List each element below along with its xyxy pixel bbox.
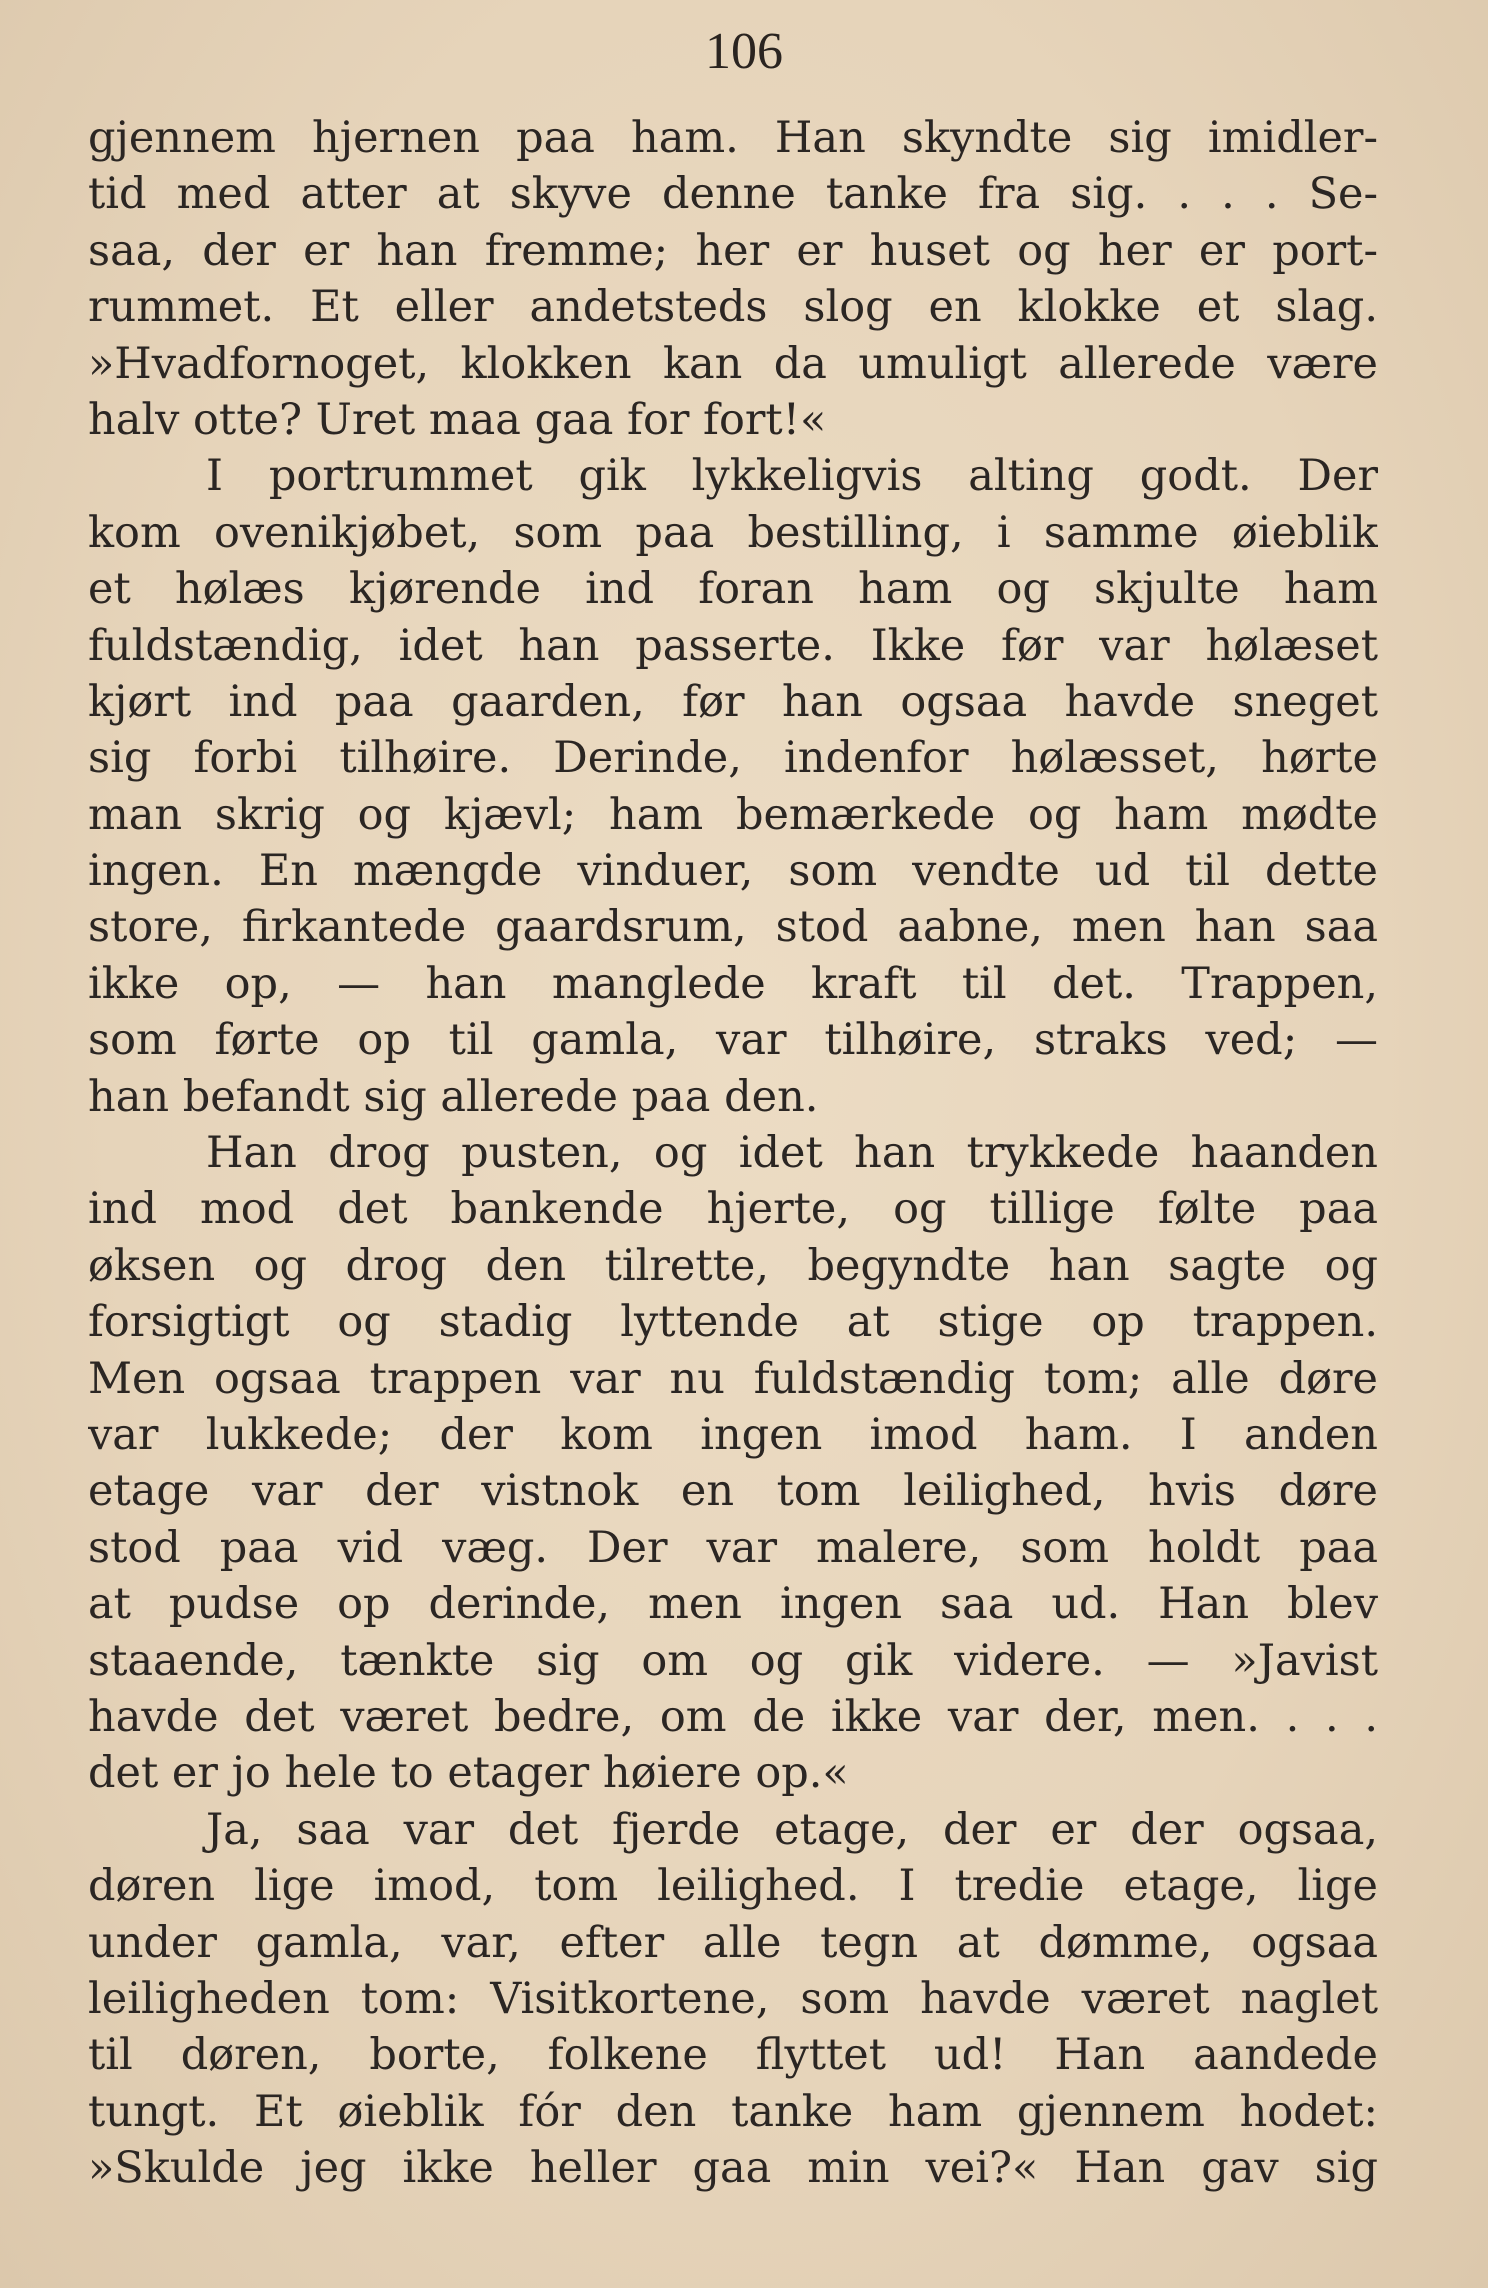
page-number: 106 [705,23,783,80]
text-line: stod paa vid væg. Der var malere, som holdt paa [88,1522,1378,1573]
text-line: sig forbi tilhøire. Derinde, indenfor hølæsset, hørte [88,733,1378,784]
body-text [88,110,1378,2196]
text-line: Ja, saa var det fjerde etage, der er der ogsaa, [206,1804,1378,1855]
text-line: Men ogsaa trappen var nu fuldstændig tom; alle døre [88,1353,1378,1404]
text-line: havde det været bedre, om de ikke var der, men. . . . [88,1691,1378,1742]
text-line: under gamla, var, efter alle tegn at dømme, ogsaa [88,1917,1378,1968]
text-line: staaende, tænkte sig om og gik videre. — »Javist [88,1635,1378,1686]
text-line: etage var der vistnok en tom leilighed, hvis døre [88,1466,1378,1517]
text-line: ind mod det bankende hjerte, og tillige følte paa [88,1184,1378,1235]
text-line: tungt. Et øieblik fór den tanke ham gjennem hodet: [88,2086,1378,2137]
text-line: »Skulde jeg ikke heller gaa min vei?« Han gav sig [88,2143,1378,2194]
text-line: saa, der er han fremme; her er huset og her er port- [88,225,1378,276]
text-line: »Hvadfornoget, klokken kan da umuligt allerede være [88,338,1378,389]
text-line: man skrig og kjævl; ham bemærkede og ham mødte [88,789,1378,840]
text-line: leiligheden tom: Visitkortene, som havde været naglet [88,1973,1378,2024]
text-line: Han drog pusten, og idet han trykkede haanden [206,1128,1378,1179]
text-line: som førte op til gamla, var tilhøire, straks ved; — [88,1015,1378,1066]
text-line: store, firkantede gaardsrum, stod aabne, men han saa [88,902,1378,953]
text-line: fuldstændig, idet han passerte. Ikke før var hølæset [88,620,1378,671]
text-line: til døren, borte, folkene flyttet ud! Han aandede [88,2030,1378,2081]
text-line: ikke op, — han manglede kraft til det. Trappen, [88,958,1378,1009]
text-line: et hølæs kjørende ind foran ham og skjulte ham [88,564,1378,615]
text-line: tid med atter at skyve denne tanke fra sig. . . . Se- [88,169,1378,220]
text-line: kom ovenikjøbet, som paa bestilling, i samme øieblik [88,507,1378,558]
text-line: ingen. En mængde vinduer, som vendte ud til dette [88,846,1378,897]
text-line: døren lige imod, tom leilighed. I tredie etage, lige [88,1861,1378,1912]
text-line: rummet. Et eller andetsteds slog en klokke et slag. [88,282,1378,333]
text-line: han befandt sig allerede paa den. [88,1071,819,1122]
text-line: kjørt ind paa gaarden, før han ogsaa havde sneget [88,676,1378,727]
text-line: det er jo hele to etager høiere op.« [88,1748,849,1799]
text-line: øksen og drog den tilrette, begyndte han sagte og [88,1240,1378,1291]
text-line: halv otte? Uret maa gaa for fort!« [88,394,827,445]
text-line: I portrummet gik lykkeligvis alting godt. Der [206,451,1378,502]
text-line: gjennem hjernen paa ham. Han skyndte sig imidler- [88,113,1378,163]
text-line: var lukkede; der kom ingen imod ham. I anden [88,1409,1378,1460]
text-line: forsigtigt og stadig lyttende at stige op trappen. [88,1297,1378,1348]
text-line: at pudse op derinde, men ingen saa ud. Han blev [88,1579,1378,1630]
